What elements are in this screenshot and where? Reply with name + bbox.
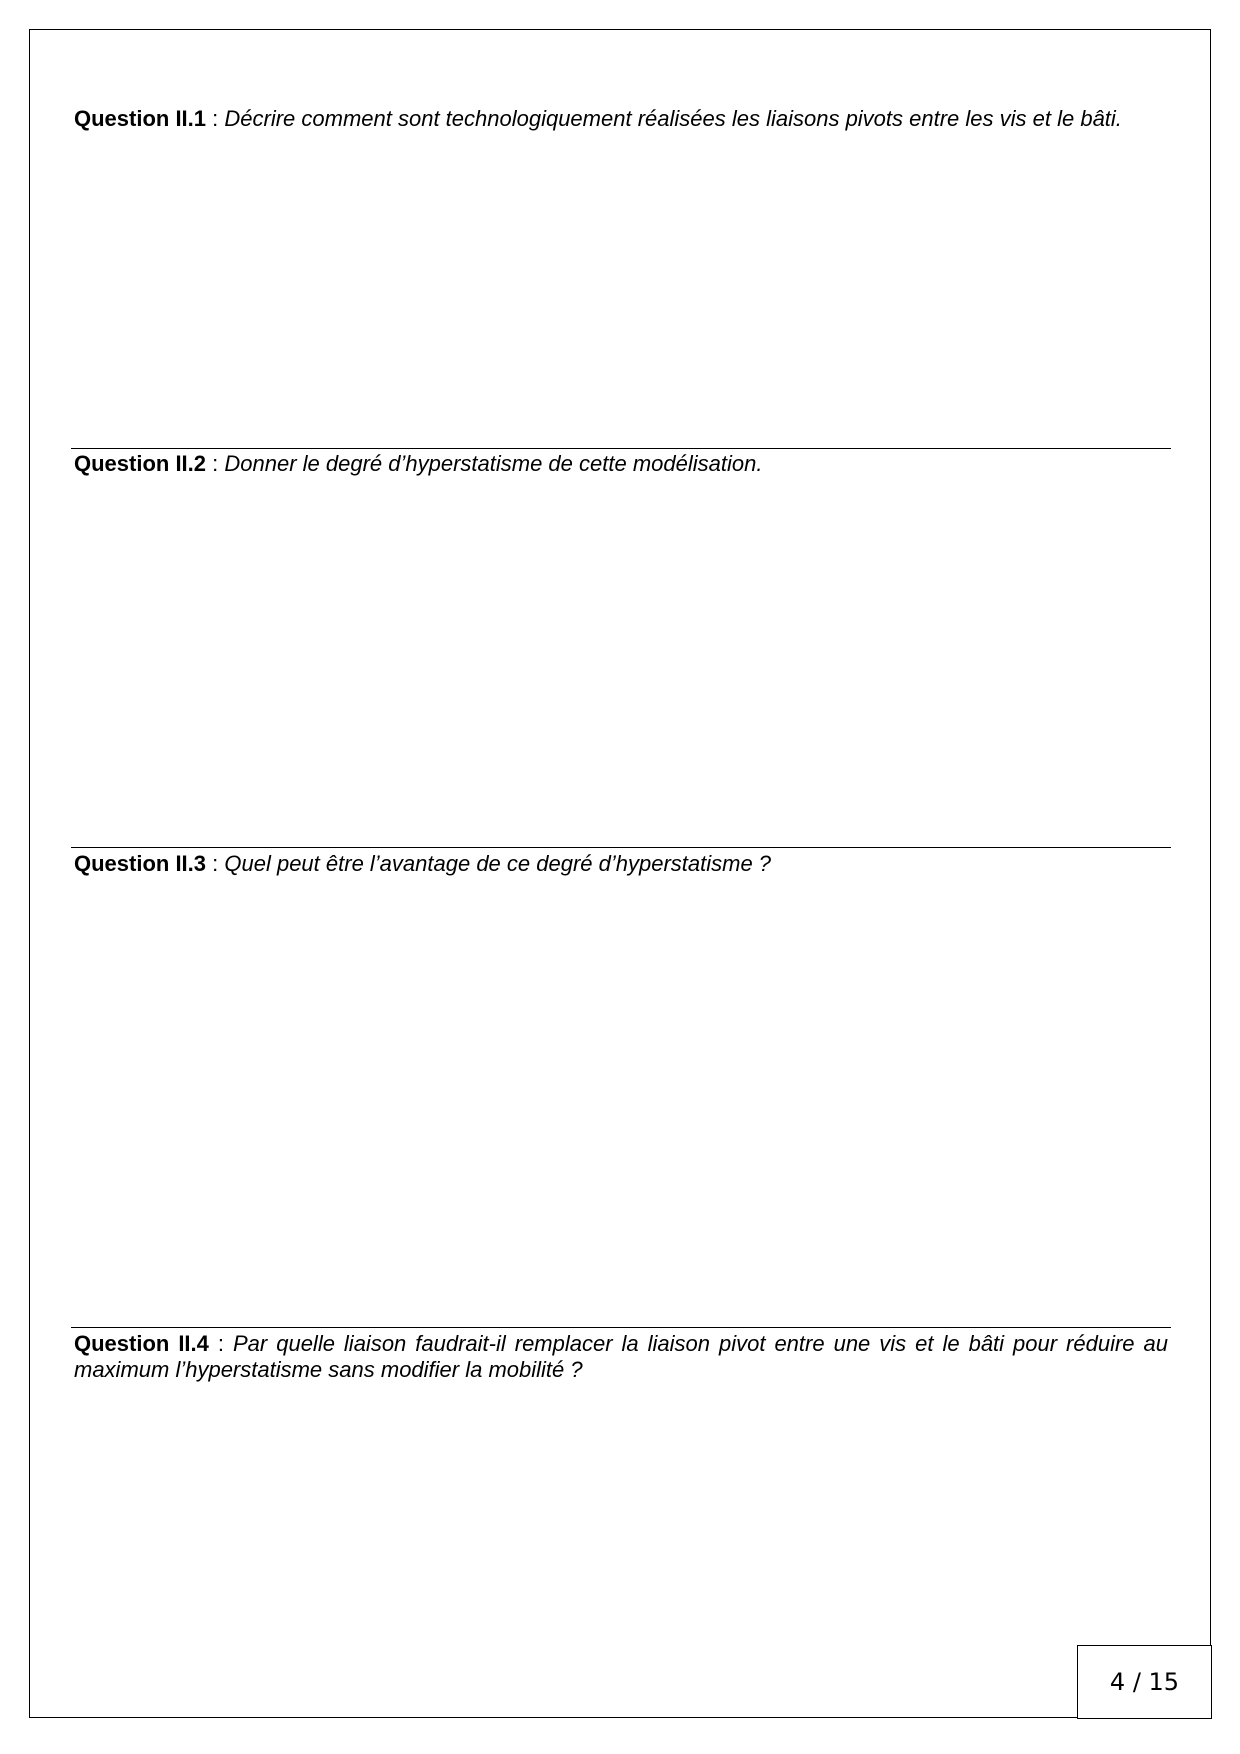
question-text: Par quelle liaison faudrait-il remplacer la liaison pivot entre une vis et le bâti pour réduire au maximum l’hyperstatisme sans modifier la mobilité ?	[74, 1331, 1168, 1382]
question-separator: :	[208, 1331, 233, 1356]
page-number: 4 / 15	[1077, 1645, 1212, 1719]
question-ii-4	[74, 1331, 1168, 1383]
section-divider	[71, 1327, 1171, 1328]
question-separator: :	[206, 851, 225, 876]
question-label: Question II.2	[74, 451, 207, 476]
question-ii-3	[74, 851, 1168, 877]
question-separator: :	[206, 451, 225, 476]
question-text: Donner le degré d’hyperstatisme de cette modélisation.	[224, 451, 763, 476]
section-divider	[71, 847, 1171, 848]
question-ii-1	[74, 106, 1168, 132]
question-text: Quel peut être l’avantage de ce degré d’hyperstatisme ?	[224, 851, 772, 876]
question-label: Question II.1	[74, 106, 207, 131]
question-text: Décrire comment sont technologiquement réalisées les liaisons pivots entre les vis et le bâti.	[224, 106, 1122, 131]
question-label: Question II.3	[74, 851, 207, 876]
question-separator: :	[206, 106, 225, 131]
question-ii-2	[74, 451, 1168, 477]
section-divider	[71, 448, 1171, 449]
question-label: Question II.4	[74, 1331, 209, 1356]
